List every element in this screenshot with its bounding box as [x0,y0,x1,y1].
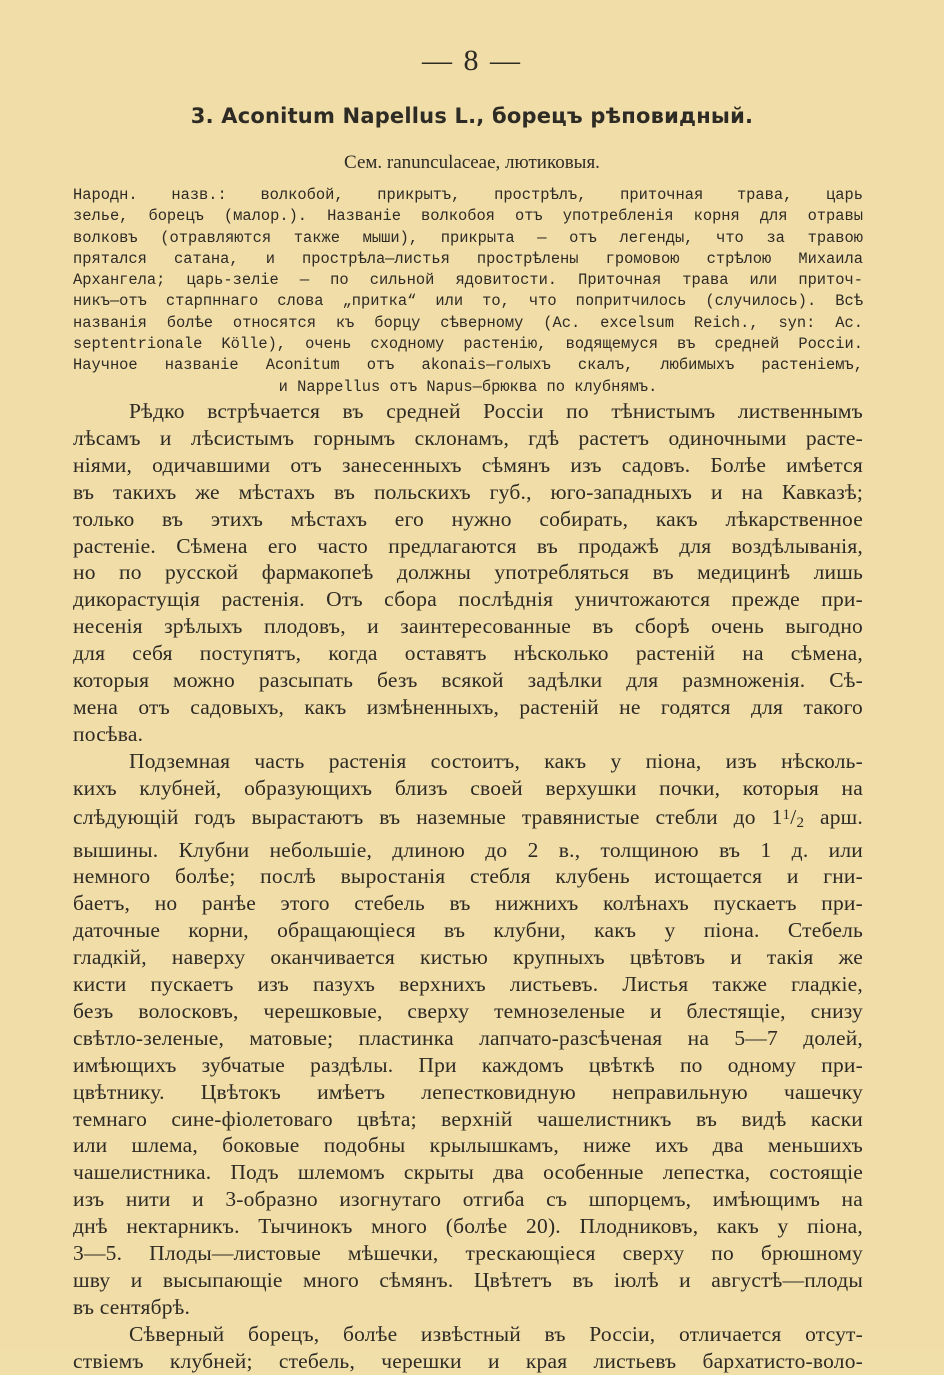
text-line: septentrionale Kölle), очень сходному растенію, водящемуся въ средней Россіи. [73,335,863,354]
page-number: — 8 — [422,44,522,77]
paragraph-line: посѣва. [73,721,144,746]
paragraph-line: но по русской фармакопеѣ должны употребляться въ медицинѣ лишь [73,560,863,585]
paragraph-line: цвѣтнику. Цвѣтокъ имѣетъ лепестковидную неправильную чашечку [73,1079,863,1104]
paragraph-line-with-fraction: слѣдующій годъ вырастаютъ въ наземные травянистые стебли до $1^1/2$ арш. [73,804,863,831]
paragraph-line: лѣсамъ и лѣсистымъ горнымъ склонамъ, гдѣ растетъ одиночными расте- [73,425,863,450]
paragraph-line: Сѣверный борецъ, болѣе извѣстный въ Россіи, отличается отсут- [129,1321,863,1346]
paragraph-line: немного болѣе; послѣ выростанія стебля клубень истощается и гни- [73,864,863,889]
paragraph-line: 3—5. Плоды—листовые мѣшечки, трескающіеся сверху по брюшному [73,1241,863,1266]
text-line: названія болѣе относятся къ борцу сѣверному (Ac. excelsum Reich., syn: Ac. [73,313,863,332]
fraction-numerator: 1 [782,806,791,823]
paragraph-line: дикорастущія растенія. Отъ сбора послѣднія уничтожаются прежде при- [73,587,863,612]
paragraph-line: безъ волосковъ, черешковые, сверху темнозеленые и блестящіе, снизу [73,998,863,1023]
main-text-block [73,398,863,1375]
text-line: прятался сатана, и прострѣла—листья прострѣлены громовою стрѣлою Михаила [73,249,863,268]
text-line: Народн. назв.: волкобой, прикрытъ, прострѣлъ, приточная трава, царь [73,186,863,204]
fraction-denominator: 2 [796,814,805,831]
paragraph-line: чашелистника. Подъ шлемомъ скрыты два особенные лепестка, состоящіе [73,1160,863,1185]
section-title: 3. Aconitum Napellus L., борецъ рѣповидный. [190,104,754,128]
text-line: волковъ (отравляются также мыши), прикрыта — отъ легенды, что за травою [73,228,863,247]
paragraph-line: мена отъ садовыхъ, какъ измѣненныхъ, растеній не годятся для такого [73,694,863,719]
paragraph-line: Рѣдко встрѣчается въ средней Россіи по тѣнистымъ лиственнымъ [129,399,863,423]
paragraph-line: въ такихъ же мѣстахъ въ польскихъ губ., юго-западныхъ и на Кавказѣ; [73,479,863,504]
line-text: слѣдующій годъ вырастаютъ въ наземные травянистые стебли до 1 [73,804,783,829]
text-line: Архангела; царь-зеліе — по сильной ядовитости. Приточная трава или приточ- [73,271,863,290]
paragraph-line: ствіемъ клубней; стебель, черешки и края листьевъ бархатисто-воло- [73,1348,863,1373]
paragraph-line: въ сентябрѣ. [73,1294,191,1319]
paragraph-line: Подземная часть растенія состоитъ, какъ у піона, изъ нѣсколь- [129,748,863,773]
paragraph-line: ніями, одичавшими отъ занесенныхъ сѣмянъ изъ садовъ. Болѣе имѣется [73,452,863,477]
text-line: и Nappellus отъ Napus—брюква по клубнямъ. [278,377,658,396]
paragraph-line: кихъ клубней, образующихъ близъ своей верхушки почки, которыя на [73,775,863,800]
paragraph-line: свѣтло-зеленые, матовые; пластинка лапчато-разсѣченая на 5—7 долей, [73,1025,863,1050]
paragraph-line: для себя поступятъ, когда оставятъ нѣсколько растеній на сѣмена, [73,641,863,666]
paragraph-line: или шлема, боковые подобны крылышкамъ, ниже ихъ два меньшихъ [73,1133,863,1158]
paragraph-line: шву и высыпающіе много сѣмянъ. Цвѣтетъ въ іюлѣ и августѣ—плоды [73,1268,863,1292]
paragraph-line: которыя можно разсыпать безъ всякой задѣлки для размноженія. Сѣ- [73,668,863,693]
paragraph-line: несенія зрѣлыхъ плодовъ, и заинтересованные въ сборѣ очень выгодно [73,614,863,639]
text-line: Научное названіе Aconitum отъ akonais—голыхъ скалъ, любимыхъ растеніемъ, [73,356,863,375]
family-subtitle: Сем. ranunculaceae, лютиковыя. [344,152,600,173]
paragraph-line: днѣ нектарникъ. Тычинокъ много (болѣе 20). Плодниковъ, какъ у піона, [73,1214,863,1239]
paragraph-line: баетъ, но ранѣе этого стебель въ нижнихъ колѣнахъ пускаетъ при- [73,891,863,916]
paragraph-line: только въ этихъ мѣстахъ его нужно собирать, какъ лѣкарственное [73,506,863,531]
paragraph-line: вышины. Клубни небольшіе, длиною до 2 в., толщиною въ 1 д. или [73,837,863,862]
paragraph-line: даточные корни, обращающіеся въ клубни, какъ у піона. Стебель [73,918,863,943]
text-line: зелье, борецъ (малор.). Названіе волкобоя отъ употребленія корня для отравы [73,207,863,226]
text-line: никъ—отъ старпннаго слова „притка“ или то, что попритчилось (случилось). Всѣ [73,292,863,311]
fraction-suffix: арш. [804,804,863,829]
vernacular-names-block [73,185,863,398]
paragraph-line: растеніе. Сѣмена его часто предлагаются въ продажѣ для воздѣлыванія, [73,533,863,558]
paragraph-line: имѣющихъ зубчатые раздѣлы. При каждомъ цвѣткѣ по одному при- [73,1052,863,1077]
paragraph-line: гладкій, наверху оканчивается кистью крупныхъ цвѣтовъ и такія же [73,945,863,970]
paragraph-line: темнаго сине-фіолетоваго цвѣта; верхній чашелистникъ въ видѣ каски [73,1106,863,1131]
paragraph-line: кисти пускаетъ изъ пазухъ верхнихъ листьевъ. Листья также гладкіе, [73,972,863,997]
paragraph-line: изъ нити и 3-образно изогнутаго отгиба съ шпорцемъ, имѣющимъ на [73,1187,863,1212]
